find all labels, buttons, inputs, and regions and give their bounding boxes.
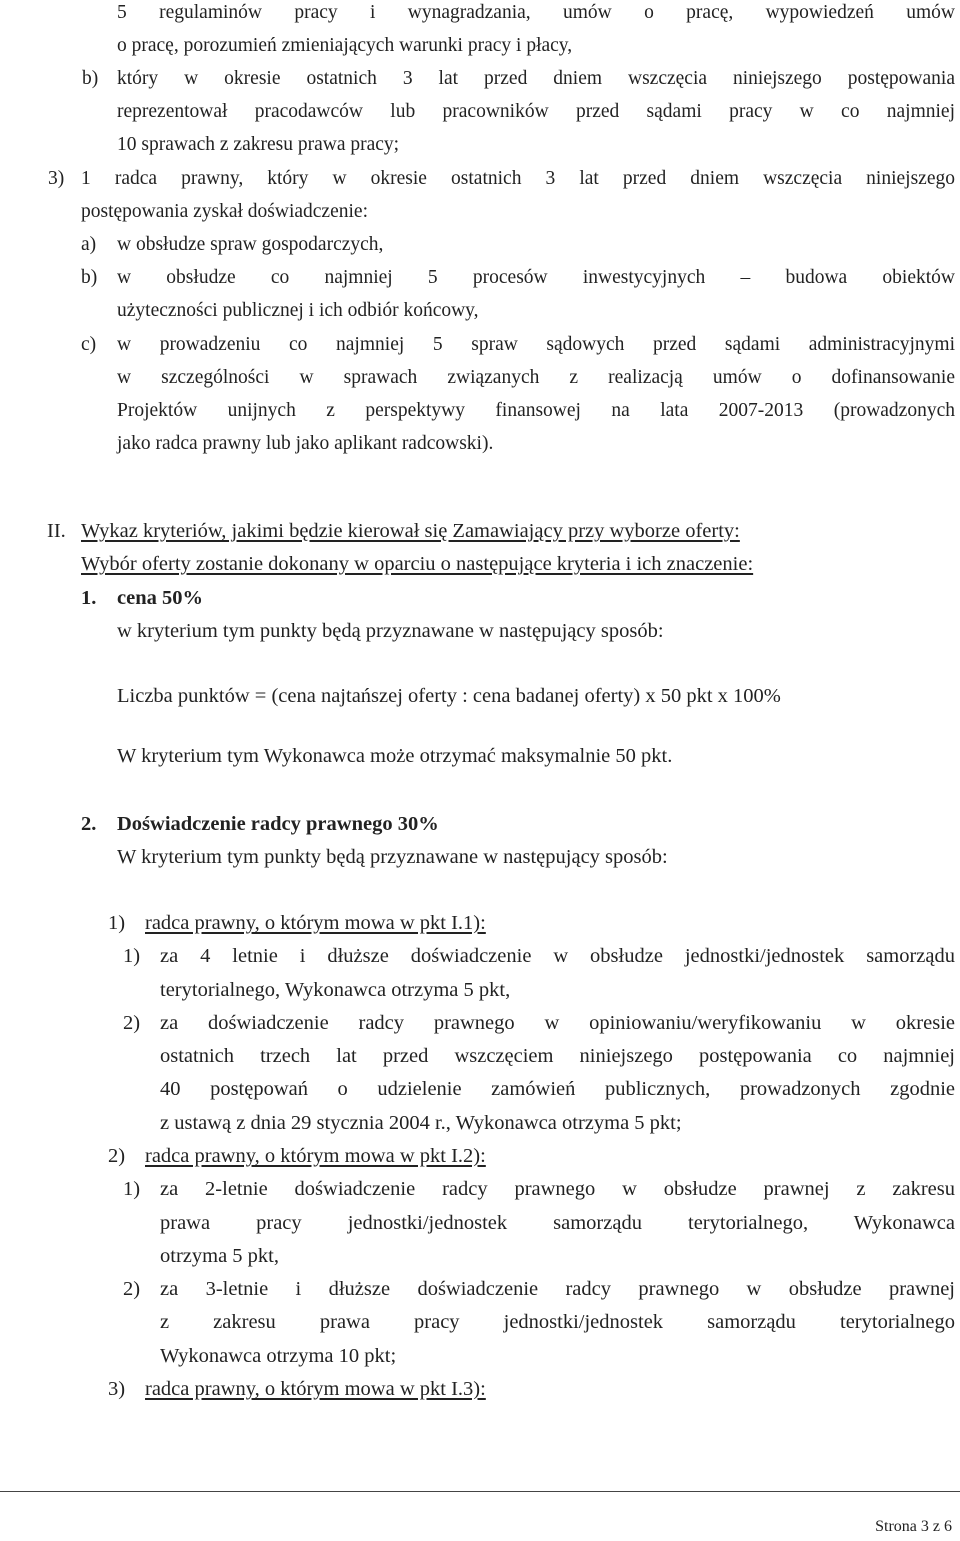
text-line: jako radca prawny lub jako aplikant radcowski).	[117, 433, 494, 454]
formula: Liczba punktów = (cena najtańszej oferty : cena badanej oferty) x 50 pkt x 100%	[117, 685, 781, 707]
text-line: który w okresie ostatnich 3 lat przed dniem wszczęcia niniejszego postępowania	[117, 68, 955, 89]
list-label: 1)	[123, 1178, 141, 1200]
list-label: 2)	[123, 1278, 141, 1300]
text-line: za 3-letnie i dłuższe doświadczenie radcy prawnego w obsłudze prawnej	[160, 1278, 955, 1300]
list-label: b)	[81, 267, 98, 288]
text-line: prawa pracy jednostki/jednostek samorządu terytorialnego, Wykonawca	[160, 1212, 955, 1234]
text-line: W kryterium tym punkty będą przyznawane w następujący sposób:	[117, 846, 668, 868]
text-line: w obsłudze spraw gospodarczych,	[117, 234, 384, 255]
text-line: otrzyma 5 pkt,	[160, 1245, 279, 1267]
section-number: II.	[47, 520, 66, 542]
subsection-heading: radca prawny, o którym mowa w pkt I.1):	[145, 912, 486, 934]
text-line: terytorialnego, Wykonawca otrzyma 5 pkt,	[160, 979, 511, 1001]
text-line: o pracę, porozumień zmieniających warunki pracy i płacy,	[117, 35, 573, 56]
text-line: użyteczności publicznej i ich odbiór końcowy,	[117, 300, 479, 321]
text-line: 40 postępowań o udzielenie zamówień publicznych, prowadzonych zgodnie	[160, 1078, 955, 1100]
text-line: z ustawą z dnia 29 stycznia 2004 r., Wykonawca otrzyma 5 pkt;	[160, 1112, 682, 1134]
text-line: z zakresu prawa pracy jednostki/jednostek samorządu terytorialnego	[160, 1311, 955, 1333]
text-line: w kryterium tym punkty będą przyznawane w następujący sposób:	[117, 620, 664, 642]
list-label: c)	[81, 334, 97, 355]
text-line: 10 sprawach z zakresu prawa pracy;	[117, 134, 400, 155]
subsection-heading: radca prawny, o którym mowa w pkt I.2):	[145, 1145, 486, 1167]
text-line: Projektów unijnych z perspektywy finansowej na lata 2007-2013 (prowadzonych	[117, 400, 955, 421]
criterion-number: 1.	[81, 587, 97, 609]
list-label: 3)	[108, 1378, 126, 1400]
criterion-number: 2.	[81, 813, 97, 835]
footer-divider	[0, 1491, 960, 1492]
criterion-title: Doświadczenie radcy prawnego 30%	[117, 813, 439, 835]
page-number: Strona 3 z 6	[875, 1518, 952, 1535]
text-line: 5 regulaminów pracy i wynagradzania, umów o pracę, wypowiedzeń umów	[117, 2, 955, 23]
list-label: 2)	[108, 1145, 126, 1167]
text-line: ostatnich trzech lat przed wszczęciem niniejszego postępowania co najmniej	[160, 1045, 955, 1067]
list-label: 1)	[123, 945, 141, 967]
text-line: w szczególności w sprawach związanych z realizacją umów o dofinansowanie	[117, 367, 955, 388]
text-line: za doświadczenie radcy prawnego w opiniowaniu/weryfikowaniu w okresie	[160, 1012, 955, 1034]
text-line: W kryterium tym Wykonawca może otrzymać maksymalnie 50 pkt.	[117, 745, 673, 767]
text-line: w obsłudze co najmniej 5 procesów inwestycyjnych – budowa obiektów	[117, 267, 955, 288]
section-intro: Wybór oferty zostanie dokonany w oparciu o następujące kryteria i ich znaczenie:	[81, 553, 754, 575]
text-line: za 4 letnie i dłuższe doświadczenie w obsłudze jednostki/jednostek samorządu	[160, 945, 955, 967]
text-line: za 2-letnie doświadczenie radcy prawnego w obsłudze prawnej z zakresu	[160, 1178, 955, 1200]
text-line: postępowania zyskał doświadczenie:	[81, 201, 368, 222]
section-heading: Wykaz kryteriów, jakimi będzie kierował się Zamawiający przy wyborze oferty:	[81, 520, 740, 542]
list-label: a)	[81, 234, 97, 255]
text-line: w prowadzeniu co najmniej 5 spraw sądowych przed sądami administracyjnymi	[117, 334, 955, 355]
list-label: 2)	[123, 1012, 141, 1034]
text-line: 1 radca prawny, który w okresie ostatnich 3 lat przed dniem wszczęcia niniejszego	[81, 168, 955, 189]
text-line: Wykonawca otrzyma 10 pkt;	[160, 1345, 397, 1367]
subsection-heading: radca prawny, o którym mowa w pkt I.3):	[145, 1378, 486, 1400]
criterion-title: cena 50%	[117, 587, 203, 609]
list-label: 1)	[108, 912, 126, 934]
list-label: 3)	[48, 168, 65, 189]
text-line: reprezentował pracodawców lub pracowników przed sądami pracy w co najmniej	[117, 101, 955, 122]
list-label: b)	[82, 68, 99, 89]
